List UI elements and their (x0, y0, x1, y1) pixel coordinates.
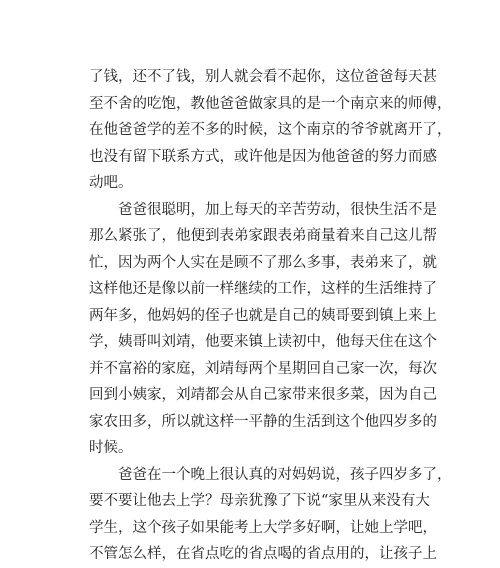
body-text (89, 64, 452, 568)
text-line: 学生，这个孩子如果能考上大学多好啊，让她上学吧， (89, 519, 437, 536)
text-line: 这样他还是像以前一样继续的工作，这样的生活维持了 (89, 281, 437, 297)
text-line: 时候。 (89, 440, 133, 456)
text-line: 回到小姨家，刘靖都会从自己家带来很多菜，因为自己 (89, 387, 437, 403)
text-line: 不管怎么样，在省点吃的省点喝的省点用的，让孩子上 (89, 546, 437, 562)
text-line: 家农田多，所以就这样一平静的生活到这个他四岁多的 (89, 413, 437, 430)
text-line: 要不要让他去上学？母亲犹豫了下说“家里从来没有大 (89, 493, 430, 509)
text-line: 至不舍的吃饱，教他爸爸做家具的是一个南京来的师傅， (89, 95, 452, 112)
text-line: 那么紧张了，他便到表弟家跟表弟商量着来自己这儿帮 (89, 228, 437, 244)
text-line: 学，姨哥叫刘靖，他要来镇上读初中，他每天住在这个 (89, 334, 437, 350)
text-line: 在他爸爸学的差不多的时候，这个南京的爷爷就离开了， (89, 122, 452, 138)
text-line: 爸爸在一个晚上很认真的对妈妈说，孩子四岁多了， (118, 466, 452, 483)
text-line: 了钱，还不了钱，别人就会看不起你，这位爸爸每天甚 (89, 69, 437, 85)
text-line: 两年多，他妈妈的侄子也就是自己的姨哥要到镇上来上 (89, 307, 437, 324)
text-line: 忙，因为两个人实在是顾不了那么多事，表弟来了，就 (89, 254, 437, 271)
text-line: 爸爸很聪明，加上每天的辛苦劳动，很快生活不是 (118, 201, 437, 218)
text-line: 动吧。 (89, 175, 133, 191)
text-line: 并不富裕的家庭，刘靖每两个星期回自己家一次，每次 (89, 360, 437, 377)
text-line: 也没有留下联系方式，或许他是因为他爸爸的努力而感 (89, 148, 437, 165)
